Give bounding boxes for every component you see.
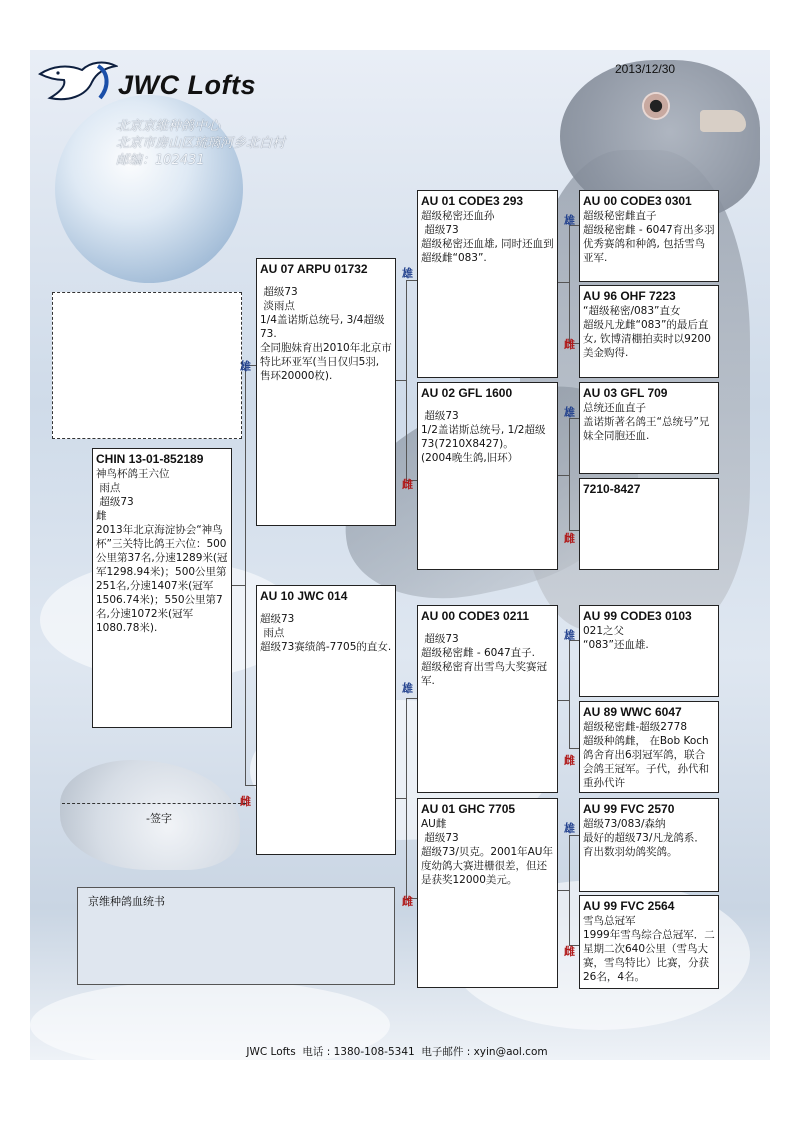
sire-dam-card: [417, 382, 558, 570]
address-line: 邮编：102431: [116, 153, 205, 168]
dam-sire-sire-card: [579, 605, 719, 697]
footer-contact: JWC Lofts 电话 : 1380-108-5341 电子邮件 : xyin@aol.com: [246, 1046, 548, 1058]
card-line: 雪鸟总冠军: [583, 915, 636, 927]
ring-number: AU 07 ARPU 01732: [260, 262, 368, 276]
sire-sire-dam-card: [579, 285, 719, 378]
card-line: 超级73: [421, 633, 459, 645]
ring-number: AU 02 GFL 1600: [421, 386, 513, 400]
ring-number: AU 99 CODE3 0103: [583, 609, 692, 623]
date: 2013/12/30: [615, 62, 676, 76]
card-line: 超级73/贝克。2001年AU年度幼鸽大赛进栅很差，但还是获奖12000美元。: [421, 846, 553, 886]
sire-sire-card: [417, 190, 558, 378]
signature-label: -签字: [146, 812, 172, 825]
card-line: 超级73: [260, 286, 298, 298]
card-line: 超级73/083/森纳: [583, 818, 666, 830]
sire-dam-dam-card: [579, 478, 719, 570]
ring-number: AU 89 WWC 6047: [583, 705, 682, 719]
sire-dam-sire-card: [579, 382, 719, 474]
card-line: “083”还血雄.: [583, 639, 649, 651]
dam-dam-card: [417, 798, 558, 988]
ring-number: AU 01 GHC 7705: [421, 802, 516, 816]
ring-number: AU 96 OHF 7223: [583, 289, 676, 303]
ring-number: 7210-8427: [583, 482, 641, 496]
cock-marker: 雄: [402, 267, 413, 280]
dam-dam-dam-card: [579, 895, 719, 989]
card-line: 超级73赛绩鸽-7705的直女.: [260, 641, 392, 653]
card-line: 盖诺斯著名鸽王“总统号”兄妹全同胞还血.: [583, 416, 710, 442]
connector-line: [569, 225, 570, 343]
ring-number: AU 10 JWC 014: [260, 589, 348, 603]
photo-placeholder: [52, 292, 242, 439]
hen-marker: 雌: [564, 532, 575, 545]
connector-line: [395, 380, 406, 381]
card-line: 超级种鸽雌， 在Bob Koch鸽舍育出6羽冠军鸽，联合会鸽王冠军。子代，孙代和重孙代许: [583, 735, 709, 789]
signature-text: 签字: [149, 812, 172, 825]
connector-line: [395, 798, 406, 799]
cock-marker: 雄: [240, 360, 251, 373]
card-line: 雨点: [260, 627, 285, 639]
address-line: 北京市房山区琉璃河乡北白村: [116, 136, 286, 151]
card-line: 021之父: [583, 625, 625, 637]
card-line: 1999年雪鸟综合总冠军．二星期二次640公里（雪鸟大赛，雪鸟特比）比赛，分获26名，4名。: [583, 929, 715, 983]
ring-number: AU 00 CODE3 0211: [421, 609, 530, 623]
connector-line: [569, 640, 570, 748]
connector-line: [557, 890, 569, 891]
cock-marker: 雄: [564, 406, 575, 419]
card-line: AU雌: [421, 818, 447, 830]
dam-card: [256, 585, 396, 855]
card-line: 超级秘密还血孙: [421, 210, 495, 222]
card-line: 超级秘密雌-超级2778: [583, 721, 688, 733]
card-line: 超级73: [96, 496, 134, 508]
card-line: 超级凡龙雌“083”的最后直女, 钦博清棚拍卖时以9200美金购得.: [583, 319, 711, 359]
hen-marker: 雌: [402, 478, 413, 491]
connector-line: [557, 282, 569, 283]
sire-card: [256, 258, 396, 526]
logo-text: JWC Lofts: [118, 70, 256, 100]
notes-box: [77, 887, 395, 985]
hen-marker: 雌: [564, 754, 575, 767]
card-line: “超级秘密/083”直女: [583, 305, 681, 317]
ring-number: AU 00 CODE3 0301: [583, 194, 692, 208]
ring-number: AU 03 GFL 709: [583, 386, 668, 400]
card-line: (2004晚生鸽,旧环）: [421, 452, 519, 464]
card-line: 超级秘密雌 - 6047育出多羽优秀赛鸽和种鸽, 包括雪鸟亚军.: [583, 224, 715, 264]
connector-line: [406, 280, 407, 480]
address-block: [116, 118, 285, 169]
card-line: 神鸟杯鸽王六位: [96, 468, 170, 480]
card-line: 超级秘密育出雪鸟大奖赛冠军.: [421, 661, 547, 687]
notes-label: 京维种鸽血统书: [88, 895, 165, 908]
subject-card: [92, 448, 232, 728]
card-line: 雌: [96, 510, 107, 522]
ring-number: AU 99 FVC 2570: [583, 802, 675, 816]
card-line: 总统还血直子: [583, 402, 646, 414]
card-line: 超级73: [421, 410, 459, 422]
dam-sire-card: [417, 605, 558, 793]
ring-number: AU 01 CODE3 293: [421, 194, 524, 208]
connector-line: [231, 585, 245, 586]
connector-line: [557, 475, 569, 476]
signature-line: [62, 803, 246, 804]
connector-line: [569, 418, 570, 530]
hen-marker: 雌: [240, 795, 251, 808]
card-line: 超级73: [260, 613, 295, 625]
cock-marker: 雄: [564, 822, 575, 835]
sire-sire-sire-card: [579, 190, 719, 282]
dove-logo-icon: [38, 58, 118, 108]
card-line: 淡雨点: [260, 300, 295, 312]
connector-line: [569, 835, 570, 945]
logo: [38, 58, 268, 118]
hen-marker: 雌: [564, 338, 575, 351]
card-line: 最好的超级73/凡龙鸽系．育出数羽幼鸽奖鸽。: [583, 832, 705, 858]
cock-marker: 雄: [564, 214, 575, 227]
hen-marker: 雌: [402, 895, 413, 908]
cock-marker: 雄: [402, 682, 413, 695]
card-line: 超级秘密还血雄, 同时还血到超级雌“083”.: [421, 238, 554, 264]
pigeon-beak-image: [700, 110, 746, 132]
card-line: 超级73: [421, 224, 459, 236]
card-line: 超级73: [421, 832, 459, 844]
connector-line: [245, 365, 246, 785]
connector-line: [557, 700, 569, 701]
card-line: 1/4盖诺斯总统号, 3/4超级73.: [260, 314, 385, 340]
dam-sire-dam-card: [579, 701, 719, 793]
connector-line: [406, 698, 407, 898]
ring-number: AU 99 FVC 2564: [583, 899, 675, 913]
card-line: 全同胞妹育出2010年北京市特比环亚军(当日仅归5羽, 售环20000枚).: [260, 342, 392, 382]
address-line: 北京京维种鸽中心: [116, 119, 221, 134]
card-line: 超级秘密雌直子: [583, 210, 657, 222]
dam-dam-sire-card: [579, 798, 719, 892]
card-line: 2013年北京海淀协会“神鸟杯”三关特比鸽王六位：500公里第37名,分速1289米(冠军1298.94米)；500公里第251名,分速1407米(冠军1506.74米)；550公里第7名,分速1072米(冠军1080.78米).: [96, 524, 228, 634]
pigeon-eye-image: [642, 92, 670, 120]
card-line: 1/2盖诺斯总统号, 1/2超级73(7210X8427)。: [421, 424, 546, 450]
hen-marker: 雌: [564, 945, 575, 958]
card-line: 雨点: [96, 482, 121, 494]
ring-number: CHIN 13-01-852189: [96, 452, 204, 466]
cock-marker: 雄: [564, 629, 575, 642]
card-line: 超级秘密雌 - 6047直子.: [421, 647, 536, 659]
